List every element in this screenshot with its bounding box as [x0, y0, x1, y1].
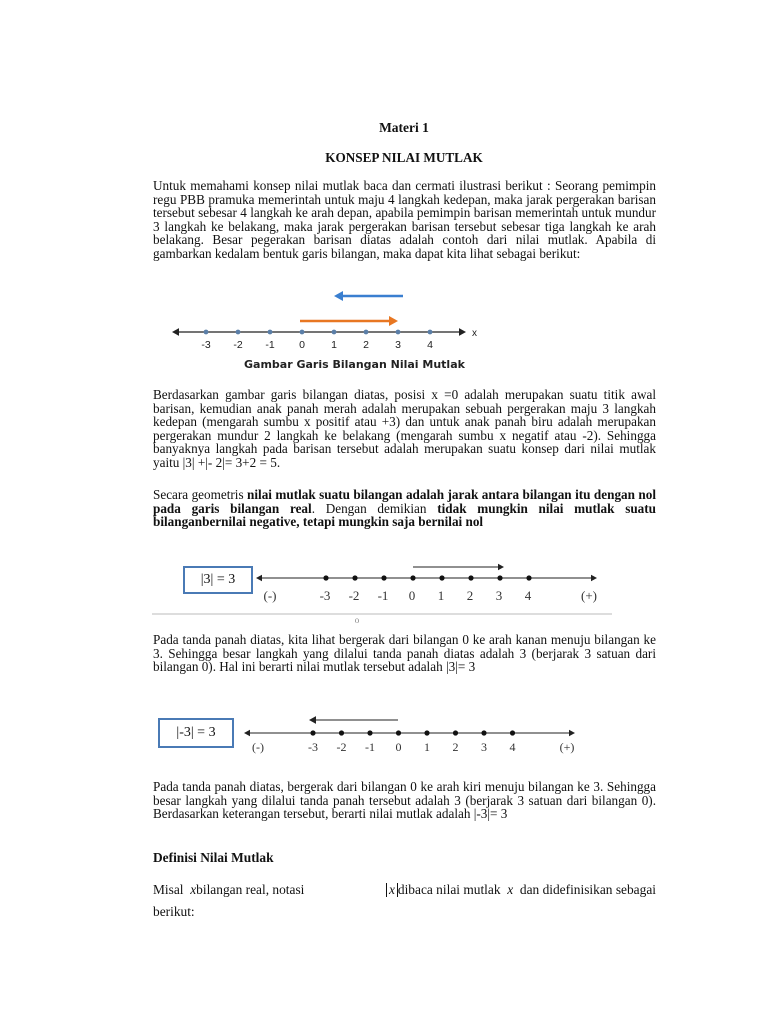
tick-label: -2 [336, 740, 347, 754]
materi-label: Materi 1 [379, 120, 429, 135]
tick-label: 4 [427, 339, 433, 351]
left-arrow-paragraph: Pada tanda panah diatas, bergerak dari bilangan 0 ke arah kiri menuju bilangan ke 3. Sehingga besar langkah yang dilalui tanda panah tersebut adalah 3 (berjarak 3 satuan dari bilangan 0). Berdasarkan keterangan tersebut, berarti nilai mutlak adalah |-3|= 3 [153, 779, 656, 822]
axis-label: x [472, 328, 477, 339]
p3-start: Secara geometris [153, 487, 248, 502]
tick-dot [339, 730, 344, 735]
tick-dot [310, 730, 315, 735]
negative-label: (-) [263, 588, 277, 603]
tick-label: 4 [509, 740, 516, 754]
negative-label: (-) [252, 740, 264, 754]
explanation-paragraph: Berdasarkan gambar garis bilangan diatas, posisi x =0 adalah merupakan suatu titik awal barisan, kemudian anak panah merah adalah merupakan sebuah pergerakan maju 3 langkah kedepan (mengarah sumbu x positif atau +3) dan untuk anak panah biru adalah merupakan pergerakan mundur 2 langkah ke belakang (mengarah sumbu x negatif atau -2). Sehingga banyaknya langkah pada barisan tersebut adalah merupakan suatu konsep dari nilai mutlak yaitu |3| +|- 2|= 3+2 = 5. [153, 387, 656, 470]
p3-bold-1: nilai mutlak suatu bilangan adalah jarak antara bilangan itu dengan nol pada garis bilangan real [153, 487, 656, 516]
left-arrowhead [309, 716, 316, 724]
tick-label: 2 [363, 339, 369, 351]
tick-label: 4 [524, 588, 532, 603]
definition-row-2: berikut: [153, 904, 195, 919]
tick-dot [510, 730, 515, 735]
page-title: KONSEP NILAI MUTLAK [325, 150, 483, 165]
tick-label: 3 [395, 339, 401, 351]
tick-label: 0 [299, 339, 305, 351]
tick-label: 2 [452, 740, 459, 754]
tick-label: -3 [308, 740, 318, 754]
tick-label: 1 [424, 740, 430, 754]
tick-label: 1 [331, 339, 337, 351]
figure1-caption: Gambar Garis Bilangan Nilai Mutlak [244, 358, 465, 371]
tick-label: 2 [466, 588, 474, 603]
tick-label: 1 [437, 588, 445, 603]
definition-row-1 [153, 879, 656, 901]
tick-label: 0 [395, 740, 402, 754]
p3-bold-2: tidak mungkin nilai mutlak suatu bilanganbernilai negative, tetapi mungkin saja bernilai nol [153, 500, 656, 530]
tick-label: 3 [495, 588, 503, 603]
abs-neg3-box: |-3| = 3 [158, 718, 234, 748]
tick-dot [481, 730, 486, 735]
tick-label: 3 [481, 740, 487, 754]
right-arrow-paragraph: Pada tanda panah diatas, kita lihat bergerak dari bilangan 0 ke arah kanan menuju bilangan ke 3. Sehingga besar langkah yang dilalui tanda panah diatas adalah 3 (berjarak 3 satuan dari bilangan 0). Hal ini berarti nilai mutlak tersebut adalah |3|= 3 [153, 632, 656, 675]
positive-label: (+) [559, 740, 575, 754]
tick-label: -1 [265, 339, 275, 351]
tick-label: -1 [365, 740, 375, 754]
def-abs-notation: x dibaca nilai mutlak x dan didefinisikan sebagai [386, 879, 656, 901]
axis-left-arrowhead [244, 730, 250, 737]
definition-heading: Definisi Nilai Mutlak [153, 850, 274, 865]
abs-3-box: |3| = 3 [183, 566, 253, 594]
tick-dot [424, 730, 429, 735]
tick-dot [396, 730, 401, 735]
p3-mid: . Dengan demikian [311, 500, 438, 516]
separator-mark: o [354, 615, 360, 625]
tick-label: -3 [319, 588, 331, 603]
tick-dot [453, 730, 458, 735]
positive-label: (+) [581, 588, 597, 603]
tick-dot [367, 730, 372, 735]
tick-label: -2 [348, 588, 360, 603]
tick-label: -2 [233, 339, 243, 351]
tick-label: 0 [408, 588, 416, 603]
tick-label: -1 [377, 588, 389, 603]
def-word-misal: Misal xbilangan real, notasi [153, 882, 305, 897]
axis-right-arrowhead [569, 730, 575, 737]
intro-paragraph: Untuk memahami konsep nilai mutlak baca dan cermati ilustrasi berikut : Seorang pemimpin regu PBB pramuka memerintah untuk maju 4 langkah kedepan, maka jarak pergerakan barisan tersebut sebesar 4 langkah ke arah depan, apabila pemimpin barisan memerintah untuk mundur 3 langkah ke belakang, maka jarak pergerakan barisan tersebut sebesar tiga langkah ke arah belakang. Besar pegerakan barisan diatas adalah contoh dari nilai mutlak. Apabila di gambarkan kedalam bentuk garis bilangan, maka dapat kita lihat sebagai berikut: [153, 178, 656, 261]
definition-text [153, 879, 656, 923]
tick-label: -3 [201, 339, 211, 351]
